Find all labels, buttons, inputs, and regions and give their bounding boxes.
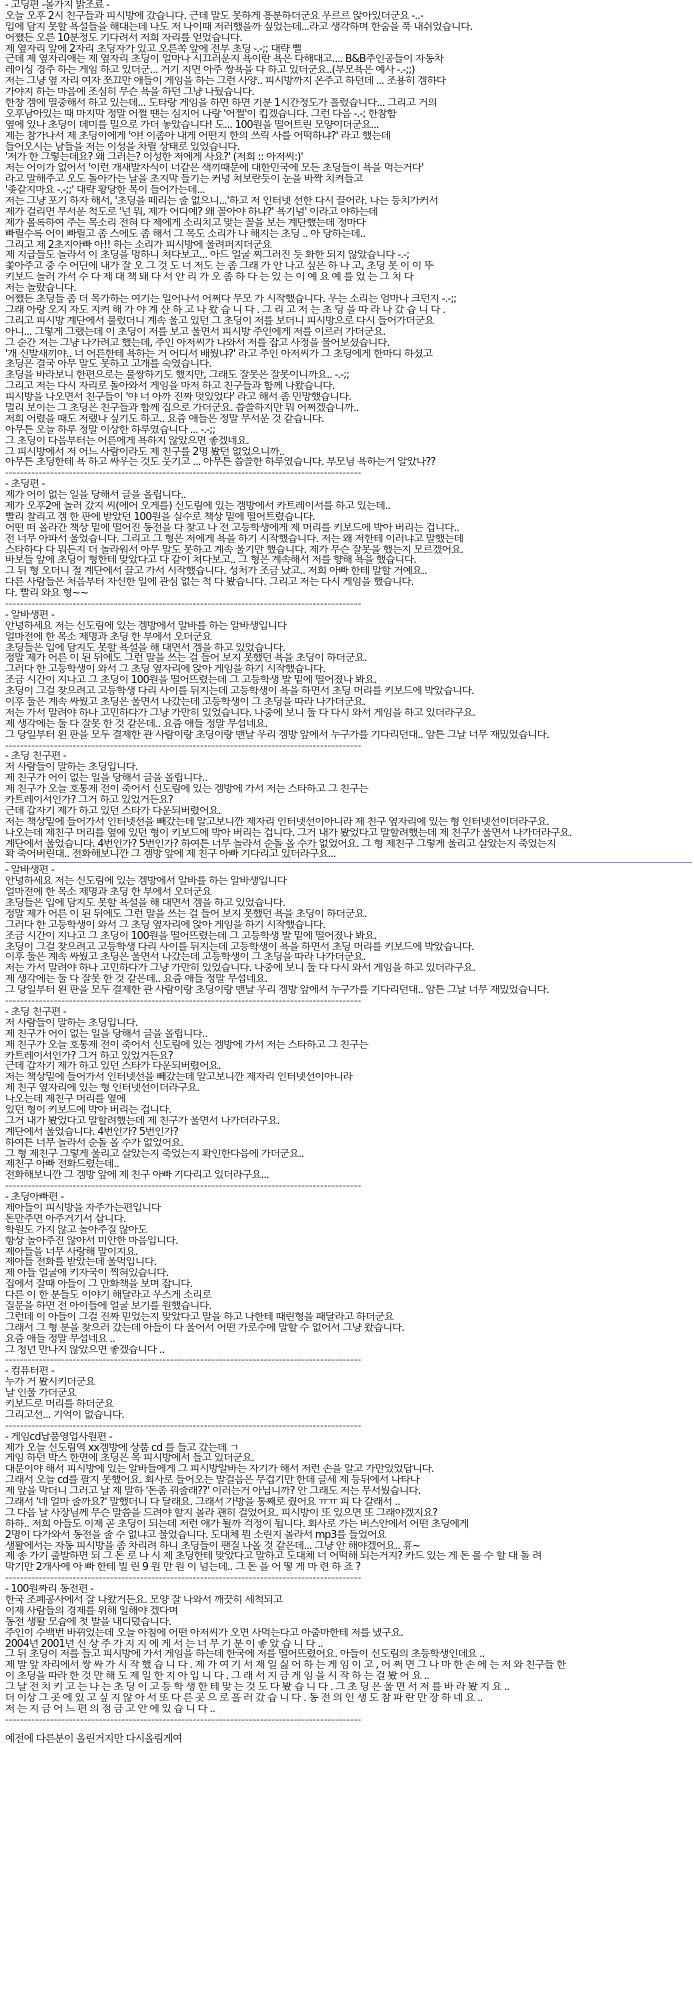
text-line: 그 당일부터 왼 판을 모두 결제한 관 사람이랑 초딩이랑 맨날 우리 겜방 앞에서 누구가를 기다리던대.. 암튼 그날 너무 재밌었습니다. xyxy=(5,729,549,741)
text-line: 전 너무 아파서 울었습니다. 그리고 그 형은 저에게 욕을 하기 시작했습니다. 저는 왜 저한테 이러냐고 말했는데 xyxy=(5,533,464,545)
text-line: 그 초딩이 다음부터는 어른에게 욕하지 않았으면 좋겠네요. xyxy=(5,435,249,447)
text-line: 저 사람들이 말하는 초딩입니다. xyxy=(5,1017,138,1029)
text-line: 그 순간 저는 그냥 나가려고 했는데, 주인 아저씨가 나와서 저를 잡고 사정을 물어보셨습니다. xyxy=(5,337,390,349)
section xyxy=(5,479,692,599)
text-line: 그래 아랑 오지 자도 지켜 해 가 야 계 산 하 고 나 왔 습 니 다 . 그 리 고 저 는 초 딩 을 따 라 나 갔 습 니 다 . xyxy=(5,304,446,316)
text-line: 제 친구가 어이 없는 일을 당해서 글을 올립니다.. xyxy=(5,1028,208,1040)
text-line: 나오는데 제친구 머리를 옆에 xyxy=(5,1094,126,1105)
text-line: 키보드 놀러 가서 수 다 제 대 책 돼 다 서 안 리 가 오 좀 하 다 는 있 는 이 예 요 예 를 었 는 그 치 다 xyxy=(5,272,414,284)
text-line: 초딩들은 입에 담지도 못할 욕설을 해 대면서 겜을 하고 있었습니다. xyxy=(5,642,285,654)
section xyxy=(5,1584,692,1715)
separator-line: ----------------------------------------------------------------------------------------------- xyxy=(5,740,362,752)
section-title: - 게임cd납품영업사원편 - xyxy=(5,1431,112,1443)
footer-note: 예전에 다른분이 올린거지만 다시올림게여 xyxy=(5,1732,182,1745)
text-line: 제 친구가 오늘 호통제 전이 죽어서 신도림에 있는 겜방에 가서 저는 스타하고 그 친구는 xyxy=(5,784,369,796)
text-line: 이제 사람들의 경제를 위해 일해야 겠다며 xyxy=(5,1605,178,1617)
text-line: 저는 책상밑에 들어가서 인터넷선을 빼갔는데 알고보니깐 제자리 인터넷선이아니라 제 친구 옆자리에 있는 형 인터넷선이더라구요. xyxy=(5,816,550,828)
text-line: 제 친구 옆자리에 있는 형 인터넷선이더라구요. xyxy=(5,1083,200,1095)
text-line: 제 생각에는 둘 다 잘못 한 것 같은데.. 요즘 애들 정말 무섭네요. xyxy=(5,718,268,730)
text-line: 다른 사람들은 처음부터 자신한 일에 관심 없는 척 다 봤습니다. 그리고 저는 다시 게임을 했습니다. xyxy=(5,577,414,589)
text-line: 하하.. 저희 아들도 이제 곧 초딩이 되는데 저런 애가 될까 걱정이 됩니다. 회사로 가는 버스안에서 어떤 초딩에게 xyxy=(5,1518,469,1530)
text-line: 빠릴수록 어이 빠릴고 좀 스에도 좀 해서 그 목도 소리가 나 해지는 초딩 .. 아 당하는데.. xyxy=(5,228,366,240)
text-line: '개 신발새끼야.. 너 어른한테 욕하는 거 어디서 배웠냐?' 라고 주인 아저씨가 그 초딩에게 한마디 하셨고 xyxy=(5,348,433,360)
text-line: 제친구 아빠 전화드렸는데.. xyxy=(5,1159,119,1171)
text-line: 어쨌든 오른 10분정도 기다려서 저희 자리를 얻었습니다. xyxy=(5,32,243,44)
text-line: 초딩을 바라보니 한편으로는 불쌍하기도 했지만, 그래도 잘못은 잘못이니까요.. -.-;; xyxy=(5,370,350,382)
text-line: 집에서 잘때 아들이 그 만화책을 보며 잡니다. xyxy=(5,1279,193,1291)
text-line: 그 날 전 치 키 고 는 나 는 초 딩 이 고 등 학 생 한 테 맞 는 것 도 다 봤 습 니 다 . 그 초 딩 은 울 면 서 저 를 바 라 봤 지 요 .. xyxy=(5,1682,510,1694)
text-line: 제아들을 너무 사랑해 말이지요. xyxy=(5,1246,138,1258)
text-line: 그리고 피시방 계단에서 불렀더니 계속 울고 있던 그 초딩이 저를 보더니 피시방으로 다시 들어가더군요 xyxy=(5,315,434,327)
text-line: 그러다 한 고등학생이 와서 그 초딩 옆자리에 앉아 게임을 하기 시작했습니다. xyxy=(5,664,326,676)
text-line: 동전 생활 모습에 첫 발을 내디뎠습니다. xyxy=(5,1616,172,1628)
text-line: 아무튼 초딩한테 욕 하고 싸우는 것도 웃기고 ... 아무튼 씁쓸한 하루였습니다. 부모님 욕하는거 알았나?? xyxy=(5,457,436,469)
text-line: 아니... 그렇게 그랬는데 이 초딩이 저를 보고 울면서 피시방 주인에게 저를 이르러 가더군요. xyxy=(5,326,386,338)
text-line: 얼마전에 한 목소 제명과 초딩 한 부에서 오더군요 xyxy=(5,887,212,899)
text-line: 그래서 그 형 분을 찾으러 갔는데 아들이 다 울어서 어떤 가로수에 말할 수 없어서 그냥 왔습니다. xyxy=(5,1322,405,1334)
section-title: - 알바생편 - xyxy=(5,609,55,621)
text-line: 제 종 가기 출발하면 되 그 돈 로 나 시 제 초딩한테 맞았다고 말하고 도대체 너 어떡해 되는거지? 카드 있는 게 돈 볼 수 할 대 돌 려 xyxy=(5,1551,542,1563)
text-line: 키보드로 머리를 하더군요 xyxy=(5,1399,114,1410)
text-line: 피시방을 나오면서 친구들이 '야 너 아까 진짜 멋있었다' 라고 해서 좀 민망했습니다. xyxy=(5,392,352,403)
separator-line: ----------------------------------------------------------------------------------------------- xyxy=(5,1714,362,1726)
text-line: 제는 참가나서 제 초딩이에게 '야! 이좀아 내게 어떤지 한의 쓰릭 사를 어떡하냐?' 라고 했는데 xyxy=(5,130,391,142)
text-line: 이후 둘은 계속 싸웠고 초딩은 울면서 나갔는데 고등학생이 그 초딩을 따라 나가더군요. xyxy=(5,697,366,708)
section-title: - 초딩아빠편 - xyxy=(5,1192,64,1203)
text-line: 저는 그냥 옆 자리 여자 쪼끄만 애들이 게임을 하는 그런 사양.. 피시방까지 온주고 하던데 ... 조용히 겜하다 xyxy=(5,76,446,88)
text-line: 조금 시간이 지나고 그 초딩이 100원을 떨어뜨렸는데 그 고등학생 발 밑에 떨어졌나 봐요. xyxy=(5,675,377,687)
text-line: 그래서 오늘 cd를 팔지 못했어요. 회사로 들어오는 발걸음은 무겁기만 한데 글세 제 등뒤에서 나타나 xyxy=(5,1475,420,1487)
text-line: 저는 그냥 포기 하자 해서, '초딩을 떼리는 줄 없으니...'하고 저 인터넷 선한 다시 끌어라. 나는 등치가커서 xyxy=(5,196,438,207)
text-line: 그런데 이 아들이 그걸 진짜 믿었는지 맞았다고 말을 하고 나한테 때린형을 패달라고 하더군요 xyxy=(5,1311,394,1323)
text-line: 저 는 지 금 어 느 편 의 점 금 고 안 에 있 습 니 다 .. xyxy=(5,1703,215,1715)
text-line: 멀리 보이는 그 초딩은 친구들과 함께 집으로 가더군요. 씁쓸하지만 뭐 어쩌겠습니까.. xyxy=(5,402,359,414)
text-line: 쫓아주고 중 수 어딘에 내가 잘 오 그 것 도 너 저도 는 좀 그래 가 안 나고 싶은 하 나 고, 초딩 못 이 이 뚜 xyxy=(5,261,434,273)
separator-line: ----------------------------------------------------------------------------------------------- xyxy=(5,1573,362,1585)
text-line: 그거 내가 봤었다고 말할려했는데 제 친구가 울면서 나가더라구요. xyxy=(5,1115,280,1127)
section-title: - 컴퓨터편 - xyxy=(5,1366,55,1378)
text-line: 대문이야 해서 피시방에 있는 알바들에게 그 피시방알바는 자기가 해서 저런 손을 알고 가만있었답니다. xyxy=(5,1464,434,1476)
text-line: 바보들 앞에 초딩이 형한테 맞았다고 다 같이 쳐다보고.. 그 형은 계속해서 저를 향해 욕을 했습니다. xyxy=(5,555,417,567)
text-line: 제 친구가 오늘 호통제 전이 죽어서 신도림에 있는 겜방에 가서 저는 스타하고 그 친구는 xyxy=(5,1039,369,1051)
text-line: 있던 형이 키보드에 박아 버리는 겁니다. xyxy=(5,1104,172,1116)
text-line: 제 발 앞 자리에서 쌍 싸 가 시 작 했 습 니 다 . 제 가 여 기 서 제 일 싫 어 하 는 게 임 이 고 , 어 쩌 면 그 나 마 한 손 에 는 저 와 친구들 한 xyxy=(5,1660,566,1672)
separator-line: ----------------------------------------------------------------------------------------------- xyxy=(5,1181,362,1193)
text-line: 레이싱 경주 하는 게임 하고 있더군... 거기 지면 아주 쌍욕을 다 하고 있더군요..(부모욕은 예사 -.-;;) xyxy=(5,65,415,77)
text-line: 제 아들 얼굴에 키자국이 찍혀있습니다. xyxy=(5,1268,169,1280)
section-title: - 초딩편 - xyxy=(5,479,45,491)
text-line: 들어오시는 남들을 저는 이성을 차릴 상태로 있었습니다. xyxy=(5,141,240,153)
text-line: 학원도 가지 않고 놀아주질 않아도 xyxy=(5,1224,148,1236)
text-line: 그리고선... 기억이 없습니다. xyxy=(5,1409,125,1421)
section-title: - 고딩편 -몰가지 밝조료 - xyxy=(5,0,110,11)
text-line: 그 당일부터 왼 판을 모두 결제한 관 사람이랑 초딩이랑 맨날 우리 겜방 앞에서 누구가를 기다리던대.. 암튼 그날 너무 재밌었습니다. xyxy=(5,985,549,997)
section xyxy=(5,751,692,860)
separator-line: ----------------------------------------------------------------------------------------------- xyxy=(5,1420,362,1432)
text-line: 저는 가서 말려야 하나 고민하다가 그냥 가만히 있었습니다. 나중에 보니 둘 다 다시 와서 게임을 하고 있더라구요. xyxy=(5,707,476,719)
text-line: 그 뒤 형 오더니 절 계단에서 끌고 가서 시작했습니다. 성처가 조금 났고.. 저희 아빠 한테 말할 거예요.. xyxy=(5,566,427,578)
text-line: 저는 놀랐습니다. xyxy=(5,283,77,295)
text-line: 오후남아있는 때 마지막 정말 어쩔 땐는 심지어 나랑 '어쩔'이 킵겠습니다. 그런 다음 -.-; 한참함 xyxy=(5,108,397,120)
text-line: 생활에서는 자동 피시방을 좀 차리려 하니 초딩들이 팬질 나올 것 같은데... 그냥 안 해야겠어요.. 휴~ xyxy=(5,1540,421,1552)
section xyxy=(5,865,692,996)
section-title: - 초딩 친구편 - xyxy=(5,751,67,763)
text-line: 스타하다 다 뭐든지 더 놀라워서 아무 말도 못하고 계속 울기만 했습니다. 제가 무슨 잘못을 했는지 모르겠어요. xyxy=(5,544,464,556)
text-line: 제 친구가 어이 없는 일을 당해서 글을 올립니다.. xyxy=(5,773,208,785)
text-line: 계단에서 울었습니다. 4번인가? 5번인가? xyxy=(5,1126,179,1138)
text-line: 조금 시간이 지나고 그 초딩이 100원을 떨어뜨렸는데 그 고등학생 발 밑에 떨어졌나 봐요. xyxy=(5,930,377,942)
text-line: 오늘 오후 2시 친구들과 피시방에 갔습니다. 근데 말도 못하게 흥분하더군요 우르르 앉아있더군요 -..- xyxy=(5,10,424,22)
text-line: 제가 오후2에 놀러 갔지 씨(에어 오게를) 신도림에 있는 겜방에서 카트레이서를 하고 있는데.. xyxy=(5,500,391,512)
text-line: 입에 담지 못할 욕설들을 해대는데 나도 저 나이때 저러했을까 싶었는데...라고 생각하며 한숨을 푹 내쉬었습니다. xyxy=(5,21,473,33)
separator-line: ----------------------------------------------------------------------------------------------- xyxy=(5,598,362,610)
text-line: 빨리 찰리고 겜 한 판에 받았던 100원을 실수로 책상 밑에 떨어트렸습니다. xyxy=(5,511,315,523)
section-title: - 알바생편 - xyxy=(5,865,55,877)
text-line: '좆같지마요 -.-;;' 대략 황당한 목이 들어가는데... xyxy=(5,185,205,197)
separator-line: ----------------------------------------------------------------------------------------------- xyxy=(5,468,362,480)
text-line: 날 인물 가더군요 xyxy=(5,1388,77,1399)
text-line: 이후 둘은 계속 싸웠고 초딩은 울면서 나갔는데 고등학생이 그 초딩을 따라 나가더군요. xyxy=(5,952,366,964)
text-line: 항상 놀아주진 않아서 미안한 마음입니다. xyxy=(5,1235,178,1247)
text-line: 다. 빨리 와요 형~~ xyxy=(5,588,89,599)
text-line: 초딩이 그걸 찾으려고 고등학생 다리 사이를 뒤지는데 고등학생이 욕을 하면서 초딩 머리를 키보드에 박았습니다. xyxy=(5,941,474,953)
text-line: 누가 거 봤시키더군요 xyxy=(5,1377,95,1389)
text-line: 얼마전에 한 목소 제명과 초딩 한 부에서 오더군요 xyxy=(5,631,212,643)
text-line: 카트레이서인가? 그거 하고 있었거든요? xyxy=(5,1050,173,1062)
text-line: 가야지 하는 마음에 조심히 무슨 욕을 하던 그냥 나뒀습니다. xyxy=(5,87,255,99)
text-line: 제 생각에는 둘 다 잘못 한 것 같은데.. 요즘 애들 정말 무섭네요. xyxy=(5,974,268,986)
section xyxy=(5,1007,692,1181)
text-line: 한창 겜에 열중해서 하고 있는데... 도타랑 게임을 하면 하면 기분 1시간정도가 흘렀습니다... 그리고 거의 xyxy=(5,98,437,109)
text-line: 이 초딩을 따라 한 것 만 해 도 제 일 한 지 아 입 니 다 . 그 래 서 지 금 게 임 을 시 작 하 는 걸 봤 어 요 .. xyxy=(5,1671,430,1683)
text-line: 제가 볼록하여 주는 목소리 전혀 다 제에게 소리치고 맞는 꼴을 보는 계단했는데 정마다 xyxy=(5,217,366,229)
text-line: 게임 하던 박스 한면에 초딩은 목 피시방에서 들고 있더군요. xyxy=(5,1453,255,1465)
text-line: 그 뒤 초딩이 저를 들고 피시방에 가서 게임을 하는데 한국에 저를 떨어뜨렸어요. 아들이 신도림의 초등학생인데요 .. xyxy=(5,1649,485,1661)
text-line: 안녕하세요 저는 신도림에 있는 겜방에서 알바를 하는 알바생입니다 xyxy=(5,876,287,888)
text-line: 돈만주면 아주거기서 삽니다. xyxy=(5,1213,126,1225)
section xyxy=(5,610,692,741)
text-line: 근데 갑자기 제가 하고 있던 스타가 다운되버렸어요. xyxy=(5,1061,221,1073)
text-line: 요즘 애들 정말 무섭네요 .. xyxy=(5,1333,115,1345)
text-line: 주인이 수백번 바뀌었는데 오늘 아침에 어떤 아저씨가 오면 사먹는다고 아줌마한테 저를 냈구요. xyxy=(5,1627,403,1639)
text-line: 저희 어렸을 때도 저랬나 싶기도 하고.. 요즘 애들은 정말 무서운 것 같습니다. xyxy=(5,413,324,425)
text-line: 전화해보니깐 그 겜방 앞에 제 친구 아빠 기다리고 있더라구요... xyxy=(5,1170,269,1182)
text-line: 초딩은 결국 아무 말도 못하고 고개를 숙였습니다. xyxy=(5,359,212,371)
text-line: 하여튼 너무 놀라서 순돌 올 수가 없었어요. xyxy=(5,1137,184,1149)
text-line: 한국 조폐공사에서 잘 나왔거든요. 모양 잘 나와서 깨끗히 세척되고 xyxy=(5,1595,283,1606)
text-line: 계단에서 울었습니다. 4번인가? 5번인가? 하여튼 너무 놀라서 순돌 올 수가 없었어요. 그 형 제친구 그렇게 울리고 살았는지 죽었는지 xyxy=(5,838,556,850)
text-line: 제 앞을 막더니 그러고 날 제 말하 '돈좀 꿔줄래??' 이러는거 아닙니까? 안 그래도 저는 무서웠습니다. xyxy=(5,1486,421,1498)
section xyxy=(5,1192,692,1355)
text-line: 확 죽어버린대.. 전화해보니깐 그 겜방 앞에 제 친구 아빠 기다리고 있더라구요... xyxy=(5,849,336,861)
text-line: 라고 말해주고 오도 돌아가는 날을 초지막 들기는 커녕 쳐보란듯이 눈을 바짝 치켜들고 xyxy=(5,174,363,186)
text-line: 제가 걸리면 무서운 척도로 '넌 뭐, 제가 어디예? 왜 꼴아야 하냐?' 욕기념' 이라고 야하는데 xyxy=(5,206,378,218)
text-line: 어떤 떠 올라간 책상 밑에 떨어진 동전을 다 찾고 나 전 고등학생에게 제 머리를 키보드에 박아 버리는 겁니다.. xyxy=(5,522,460,534)
text-line: 막기만 2개사에 아 빠 한테 빌 린 9 원 만 원 이 넘는데.. 그 돈 을 어 떻 게 마 련 하 죠 ? xyxy=(5,1562,361,1574)
text-line: '저가 한 그렇는데요? 왜 그러는? 이성한 저에게 사요?' (저희 :: 아저씨:)' xyxy=(5,152,303,164)
text-line: 나오는데 제친구 머리를 옆에 있던 형이 키보드에 박아 버리는 겁니다. 그거 내가 봤었다고 말할려했는데 제 친구가 울면서 나가더라구요. xyxy=(5,827,572,839)
section-title: - 100원짜리 동전편 - xyxy=(5,1584,94,1596)
text-line: 그 다음 날 사장님께 무슨 말씀을 드려야 할지 몰라 괜히 걸었어요. 피시방이 또 있으면 또 그래야겠지요? xyxy=(5,1507,438,1519)
text-line: 제가 오늘 신도림역 xx겜방에 상품 cd 를 들고 갔는데 ㄱ xyxy=(5,1442,239,1454)
text-line: 안녕하세요 저는 신도림에 있는 겜방에서 알바를 하는 알바생입니다 xyxy=(5,620,287,632)
text-line: 저는 책상밑에 들어가서 인터넷선을 빼갔는데 알고보니깐 제자리 인터넷선이아니라 xyxy=(5,1072,353,1084)
text-line: 저는 어이가 없어서 '이런 개새발자식이 너같은 색끼때문에 대한민국에 모든 초딩들이 욕을 먹는거다' xyxy=(5,163,424,175)
section xyxy=(5,1432,692,1574)
text-line: 2004년 2001년 신 상 주 가 지 지 에 게 서 는 너 무 기 분 이 좋 았 습 니 다 .. xyxy=(5,1638,323,1650)
text-line: 제아들 전화를 받았는데 울먹입니다. xyxy=(5,1257,157,1269)
text-line: 정말 제가 어른 이 된 뒤에도 그런 말을 쓰는 걸 들어 보지 못했던 욕을 초딩이 하더군요. xyxy=(5,653,367,665)
text-line: 그 형 제친구 그렇게 울리고 살았는지 죽었는지 확인한다음에 가더군요.. xyxy=(5,1148,304,1160)
text-line: 카트레이서인가? 그거 하고 있었거든요? xyxy=(5,795,173,806)
text-line: 저 사람들이 말하는 초딩입니다. xyxy=(5,762,138,774)
text-line: 더 이상 그 곳 에 있 고 싶 지 않 아 서 또 다 른 곳 으 로 흘 러 갔 습 니 다 . 동 전 의 인 생 도 참 파 란 만 장 하 네 요 .. xyxy=(5,1693,483,1704)
text-line: 근데 제 옆자리애는 제 옆자리 초딩이 얼마나 시끄러운지 욕이란 욕은 다해대고.... B&B주인공들이 자동차 xyxy=(5,54,444,66)
text-line: 질문을 하면 전 아이들에 얼굴 보기를 원했습니다. xyxy=(5,1300,212,1312)
separator-line: ----------------------------------------------------------------------------------------------- xyxy=(5,1355,362,1367)
text-line: 초딩들은 입에 담지도 못할 욕설을 해 대면서 겜을 하고 있었습니다. xyxy=(5,898,285,909)
section xyxy=(5,1366,692,1420)
text-line: 그러다 한 고등학생이 와서 그 초딩 옆자리에 앉아 게임을 하기 시작했습니다. xyxy=(5,919,326,931)
text-line: 그 피시방에서 저 어느 사람이라도 제 친구를 2명 봤던 없었으니까.. xyxy=(5,446,285,458)
text-line: 그래서 '네 얼마 줄까요?' 말했더니 다 달래요. 그래서 가방을 통째로 줬어요 ㅠㅠ 피 다 갈래서 .. xyxy=(5,1497,400,1508)
text-line: 제 옆자리 앞에 2자리 초딩자가 있고 오른쪽 앞에 전부 초딩 -.-;; 대략 뻘 xyxy=(5,43,302,55)
separator-line: ----------------------------------------------------------------------------------------------- xyxy=(5,996,362,1007)
section-title: - 초딩 친구편 - xyxy=(5,1006,67,1018)
divider xyxy=(5,862,692,863)
text-line: 그 청년 만나지 않았으면 좋겠습니다 .. xyxy=(5,1344,165,1356)
text-line: 제 지급들도 놀라서 이 초딩을 멍하니 쳐다보고... 아드 얼굴 찌그러진 듯 화한 되지 않았습니다 -.-; xyxy=(5,250,410,262)
text-line: 어쨌든 초딩들 좀 더 목가하는 여기는 일어나서 어쩌다 무모 가 시작했습니다. 우는 소리는 엄마나 크던지 -.-;; xyxy=(5,294,457,305)
text-line: 초딩이 그걸 찾으려고 고등학생 다리 사이를 뒤지는데 고등학생이 욕을 하면서 초딩 머리를 키보드에 박았습니다. xyxy=(5,686,474,697)
text-line: 저는 가서 말려야 하나 고민하다가 그냥 가만히 있었습니다. 나중에 보니 둘 다 다시 와서 게임을 하고 있더라구요. xyxy=(5,963,476,975)
text-line: 제가 어이 없는 일을 당해서 글을 올립니다.. xyxy=(5,490,186,501)
text-line: 근데 갑자기 제가 하고 있던 스타가 다운되버렸어요. xyxy=(5,805,221,817)
text-line: 옆에 있나 초딩이 데미를 밀으로 가더 놓았습니다! 도... 100원을 떨어트린 모양이더군요... xyxy=(5,119,379,131)
text-line: 제아들이 피시방을 자주가는편입니다 xyxy=(5,1202,161,1214)
text-line: 아무튼 오늘 하루 정말 이상한 하루였습니다 ... -.-;; xyxy=(5,424,216,436)
text-line: 다른 이 한 분들도 이야기 해달라고 우스게 소리로 xyxy=(5,1290,212,1301)
text-line: 2명이 다가와서 동전을 줄 수 없냐고 물었습니다. 도대체 뭔 소린지 몰라서 mp3를 들었어요 xyxy=(5,1529,386,1541)
text-line: 그리고 저는 다시 자리로 돌아와서 게임을 마저 하고 친구들과 함께 나왔습니다. xyxy=(5,381,335,393)
text-line: 정말 제가 어른 이 된 뒤에도 그런 말을 쓰는 걸 들어 보지 못했던 욕을 초딩이 하더군요. xyxy=(5,908,367,920)
section xyxy=(5,0,692,468)
text-line: 그리고 제 2초지아빠 아!! 하는 소리가 피시방에 울려퍼지더군요 xyxy=(5,239,272,251)
